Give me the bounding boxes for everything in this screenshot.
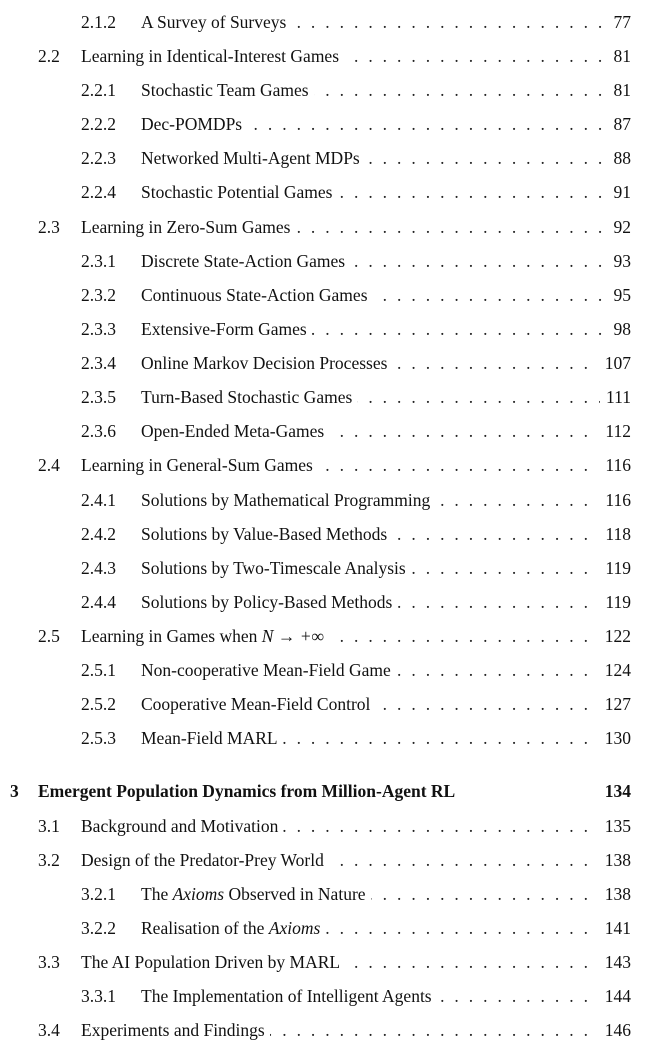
toc-entry-2-5-3[interactable] [0,726,649,750]
entry-number: 3.2.1 [81,884,116,904]
entry-page: 95 [608,283,632,307]
entry-number: 2.2.2 [81,114,116,134]
toc-entry-3-3[interactable] [0,950,649,974]
toc-entry-2-4-1[interactable] [0,488,649,512]
entry-number: 2.3.3 [81,319,116,339]
toc-entry-3-2-1[interactable] [0,882,649,906]
entry-number: 2.5.1 [81,660,116,680]
entry-page: 91 [608,180,632,204]
entry-title: Open-Ended Meta-Games [141,419,329,443]
entry-page: 130 [599,726,631,750]
toc-entry-2-5-2[interactable] [0,692,649,716]
entry-page: 141 [599,916,631,940]
entry-page: 88 [608,146,632,170]
entry-title: Non-cooperative Mean-Field Game [141,658,396,682]
entry-number: 2.4.4 [81,592,116,612]
entry-number: 3.3.1 [81,986,116,1006]
entry-title: The AI Population Driven by MARL [81,950,345,974]
entry-page: 107 [599,351,631,375]
entry-number: 2.1.2 [81,12,116,32]
toc-entry-2-2-2[interactable] [0,112,649,136]
toc-entry-3-2-2[interactable] [0,916,649,940]
toc-entry-2-3-1[interactable] [0,249,649,273]
entry-number: 3.4 [38,1020,60,1040]
math-n-to-infinity: N → +∞ [261,626,324,646]
entry-title: Extensive-Form Games [141,317,312,341]
entry-title-prefix: Realisation of the [141,918,269,938]
entry-number: 2.4 [38,455,60,475]
entry-title: Learning in Zero-Sum Games [81,215,295,239]
entry-page: 135 [599,814,631,838]
entry-page: 138 [599,848,631,872]
toc-entry-2-3-3[interactable] [0,317,649,341]
entry-number: 2.2.1 [81,80,116,100]
entry-page: 112 [599,419,631,443]
entry-number: 2.5 [38,626,60,646]
toc-entry-2-2-4[interactable] [0,180,649,204]
entry-title: Cooperative Mean-Field Control [141,692,375,716]
toc-entry-2-3[interactable] [0,215,649,239]
toc-entry-2-4-4[interactable] [0,590,649,614]
entry-page: 122 [599,624,631,648]
entry-title: Stochastic Team Games [141,78,314,102]
entry-title: Continuous State-Action Games [141,283,373,307]
entry-page: 77 [608,10,632,34]
entry-title: Learning in Identical-Interest Games [81,44,344,68]
entry-page: 146 [599,1018,631,1042]
entry-title: Turn-Based Stochastic Games [141,385,357,409]
toc-entry-3-4[interactable] [0,1018,649,1042]
entry-title: Experiments and Findings [81,1018,270,1042]
entry-title-suffix: Observed in Nature [224,884,366,904]
entry-page: 124 [599,658,631,682]
entry-number: 2.3.2 [81,285,116,305]
toc-entry-2-2[interactable] [0,44,649,68]
chapter-page: 134 [599,779,631,803]
toc-entry-3-3-1[interactable] [0,984,649,1008]
entry-title: Dec-POMDPs [141,112,247,136]
entry-title: Stochastic Potential Games [141,180,338,204]
entry-number: 2.2 [38,46,60,66]
entry-title: Online Markov Decision Processes [141,351,392,375]
entry-title [141,916,325,940]
entry-page: 118 [599,522,631,546]
entry-page: 127 [599,692,631,716]
entry-title: Solutions by Policy-Based Methods [141,590,397,614]
entry-title: Design of the Predator-Prey World [81,848,329,872]
toc-chapter-3[interactable] [0,779,649,803]
entry-page: 111 [600,385,631,409]
toc-entry-3-2[interactable] [0,848,649,872]
entry-title: Discrete State-Action Games [141,249,350,273]
toc-entry-2-2-1[interactable] [0,78,649,102]
entry-page: 81 [608,78,632,102]
entry-number: 2.3.5 [81,387,116,407]
toc-entry-2-5-1[interactable] [0,658,649,682]
entry-number: 2.5.2 [81,694,116,714]
entry-number: 2.4.3 [81,558,116,578]
entry-page: 92 [608,215,632,239]
entry-number: 3.2.2 [81,918,116,938]
entry-title: Learning in General-Sum Games [81,453,318,477]
entry-number: 2.4.1 [81,490,116,510]
toc-entry-2-4[interactable] [0,453,649,477]
entry-page: 116 [599,453,631,477]
entry-title-emphasis: Axioms [172,884,225,904]
entry-number: 3.1 [38,816,60,836]
toc-entry-2-4-3[interactable] [0,556,649,580]
entry-page: 138 [599,882,631,906]
entry-page: 98 [608,317,632,341]
entry-page: 87 [608,112,632,136]
entry-title: Solutions by Two-Timescale Analysis [141,556,411,580]
toc-entry-2-2-3[interactable] [0,146,649,170]
toc-entry-2-3-5[interactable] [0,385,649,409]
entry-page: 116 [599,488,631,512]
entry-title: Mean-Field MARL [141,726,283,750]
toc-entry-2-4-2[interactable] [0,522,649,546]
entry-title [141,882,371,906]
entry-number: 3.2 [38,850,60,870]
entry-title-prefix: The [141,884,173,904]
entry-title-text: Learning in Games when [81,626,262,646]
entry-title [81,624,329,648]
toc-entry-2-3-4[interactable] [0,351,649,375]
toc-entry-2-5[interactable] [0,624,649,648]
chapter-title: Emergent Population Dynamics from Million-Agent RL [38,779,460,803]
entry-page: 81 [608,44,632,68]
toc-entry-2-3-2[interactable] [0,283,649,307]
entry-page: 119 [599,590,631,614]
entry-title: A Survey of Surveys [141,10,291,34]
chapter-number: 3 [10,781,19,801]
entry-title: The Implementation of Intelligent Agents [141,984,437,1008]
entry-number: 2.2.3 [81,148,116,168]
entry-page: 143 [599,950,631,974]
entry-number: 2.4.2 [81,524,116,544]
entry-title: Background and Motivation [81,814,283,838]
entry-number: 2.3 [38,217,60,237]
entry-title: Solutions by Mathematical Programming [141,488,435,512]
entry-page: 119 [599,556,631,580]
entry-number: 2.3.6 [81,421,116,441]
toc-entry-2-1-2[interactable] [0,10,649,34]
entry-number: 2.3.1 [81,251,116,271]
entry-title: Networked Multi-Agent MDPs [141,146,365,170]
entry-number: 2.3.4 [81,353,116,373]
entry-page: 93 [608,249,632,273]
entry-number: 2.2.4 [81,182,116,202]
entry-number: 3.3 [38,952,60,972]
toc-entry-2-3-6[interactable] [0,419,649,443]
entry-page: 144 [599,984,631,1008]
entry-number: 2.5.3 [81,728,116,748]
entry-title: Solutions by Value-Based Methods [141,522,392,546]
entry-title-emphasis: Axioms [268,918,321,938]
toc-entry-3-1[interactable] [0,814,649,838]
